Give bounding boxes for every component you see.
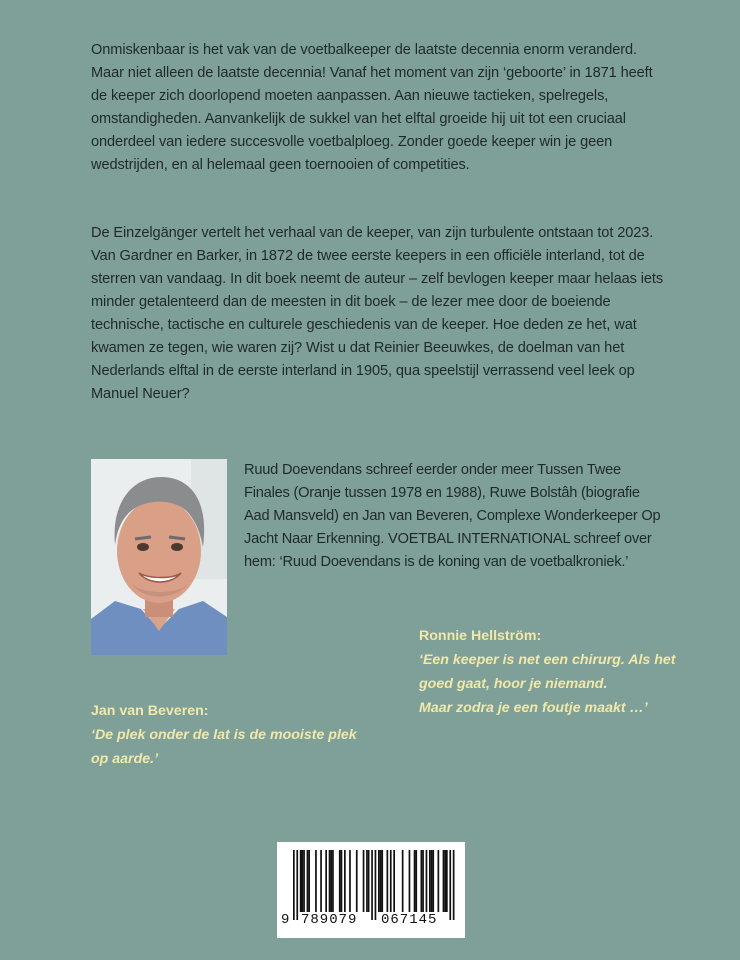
barcode-bar (366, 850, 368, 912)
barcode-bar (349, 850, 351, 912)
barcode-bar (344, 850, 346, 912)
barcode-bar (390, 850, 392, 912)
barcode-bar (341, 850, 343, 912)
barcode-bar (409, 850, 411, 912)
barcode-bar (393, 850, 395, 912)
barcode-bar (381, 850, 383, 912)
barcode-bar (438, 850, 440, 912)
barcode-bar (444, 850, 446, 912)
quote-text: ‘Een keeper is net een chirurg. Als het goed gaat, hoor je niemand. Maar zodra je een foutje maakt …’ (419, 652, 676, 716)
barcode-bar (320, 850, 322, 912)
barcode-bar (368, 850, 370, 912)
barcode-left-digits: 789079 (301, 912, 358, 928)
barcode-bar (380, 850, 382, 912)
barcode-bar (308, 850, 310, 912)
description-paragraph: De Einzelgänger vertelt het verhaal van de keeper, van zijn turbulente ontstaan tot 2023. Van Gardner en Barker, in 1872 de twee eerste keepers in een officiële interland, tot de sterren van vandaag. In dit boek neemt de auteur – zelf bevlogen keeper maar helaas iets minder getalenteerd dan de meesten in dit boek – de lezer mee door de boeiende technische, tactische en culturele geschiedenis van de keeper. Hoe deden ze het, wat kwamen ze tegen, wie waren zij? Wist u dat Reinier Beeuwkes, de doelman van het Nederlands elftal in de eerste interland in 1905, qua speelstijl verrassend veel leek op Manuel Neuer? (91, 225, 664, 402)
barcode-bar (402, 850, 404, 912)
author-bio: Ruud Doevendans schreef eerder onder meer Tussen Twee Finales (Oranje tussen 1978 en 1988), Ruwe Bolstâh (biografie Aad Mansveld) en Jan van Beveren, Complexe Wonderkeeper Op Jacht Naar Erkenning. VOETBAL INTERNATIONAL schreef over hem: ‘Ruud Doevendans is de koning van de voetbalkroniek.’ (244, 462, 661, 570)
author-photo (91, 459, 227, 655)
isbn-barcode (277, 842, 465, 938)
barcode-bar (453, 850, 455, 920)
quote-author-name: Jan van Beveren: (91, 703, 209, 719)
barcode-bar (443, 850, 445, 912)
barcode-bar (387, 850, 389, 912)
barcode-bar (449, 850, 451, 920)
barcode-bar (421, 850, 423, 912)
barcode-bar (307, 850, 309, 912)
barcode-right-digits: 067145 (381, 912, 438, 928)
quote-jan-van-beveren (91, 699, 391, 771)
barcode-bar (329, 850, 331, 912)
quote-author-name: Ronnie Hellström: (419, 628, 542, 644)
barcode-bar (414, 850, 416, 912)
barcode-bar (446, 850, 448, 912)
barcode-bar (356, 850, 358, 912)
barcode-bar (422, 850, 424, 912)
barcode-bar (296, 850, 298, 920)
barcode-first-digit: 9 (281, 912, 290, 928)
intro-paragraph: Onmiskenbaar is het vak van de voetbalkeeper de laatste decennia enorm veranderd. Maar niet alleen de laatste decennia! Vanaf het moment van zijn ‘geboorte’ in 1871 heeft de keeper zich doorlopend moeten aanpassen. Aan nieuwe tactieken, spelregels, omstandigheden. Aanvankelijk de sukkel van het elftal groeide hij uit tot een cruciaal onderdeel van iedere succesvolle voetbalploeg. Zonder goede keeper win je geen wedstrijden, en al helemaal geen toernooien of competities. (91, 42, 653, 173)
barcode-bar (432, 850, 434, 912)
barcode-bar (303, 850, 305, 912)
quote-ronnie-hellstrom (419, 624, 719, 720)
barcode-bar (315, 850, 317, 912)
barcode-bar (302, 850, 304, 912)
barcode-bar (325, 850, 327, 912)
barcode-bar (300, 850, 302, 912)
barcode-bar (431, 850, 433, 912)
barcode-bar (371, 850, 373, 920)
barcode-bar (378, 850, 380, 912)
barcode-bar (293, 850, 295, 920)
barcode-bar (363, 850, 365, 912)
barcode-bar (339, 850, 341, 912)
barcode-bar (415, 850, 417, 912)
quote-text: ‘De plek onder de lat is de mooiste plek op aarde.’ (91, 727, 357, 767)
barcode-bar (332, 850, 334, 912)
barcode-bar (426, 850, 428, 912)
barcode-bar (375, 850, 377, 920)
barcode-bar (330, 850, 332, 912)
barcode-bar (429, 850, 431, 912)
